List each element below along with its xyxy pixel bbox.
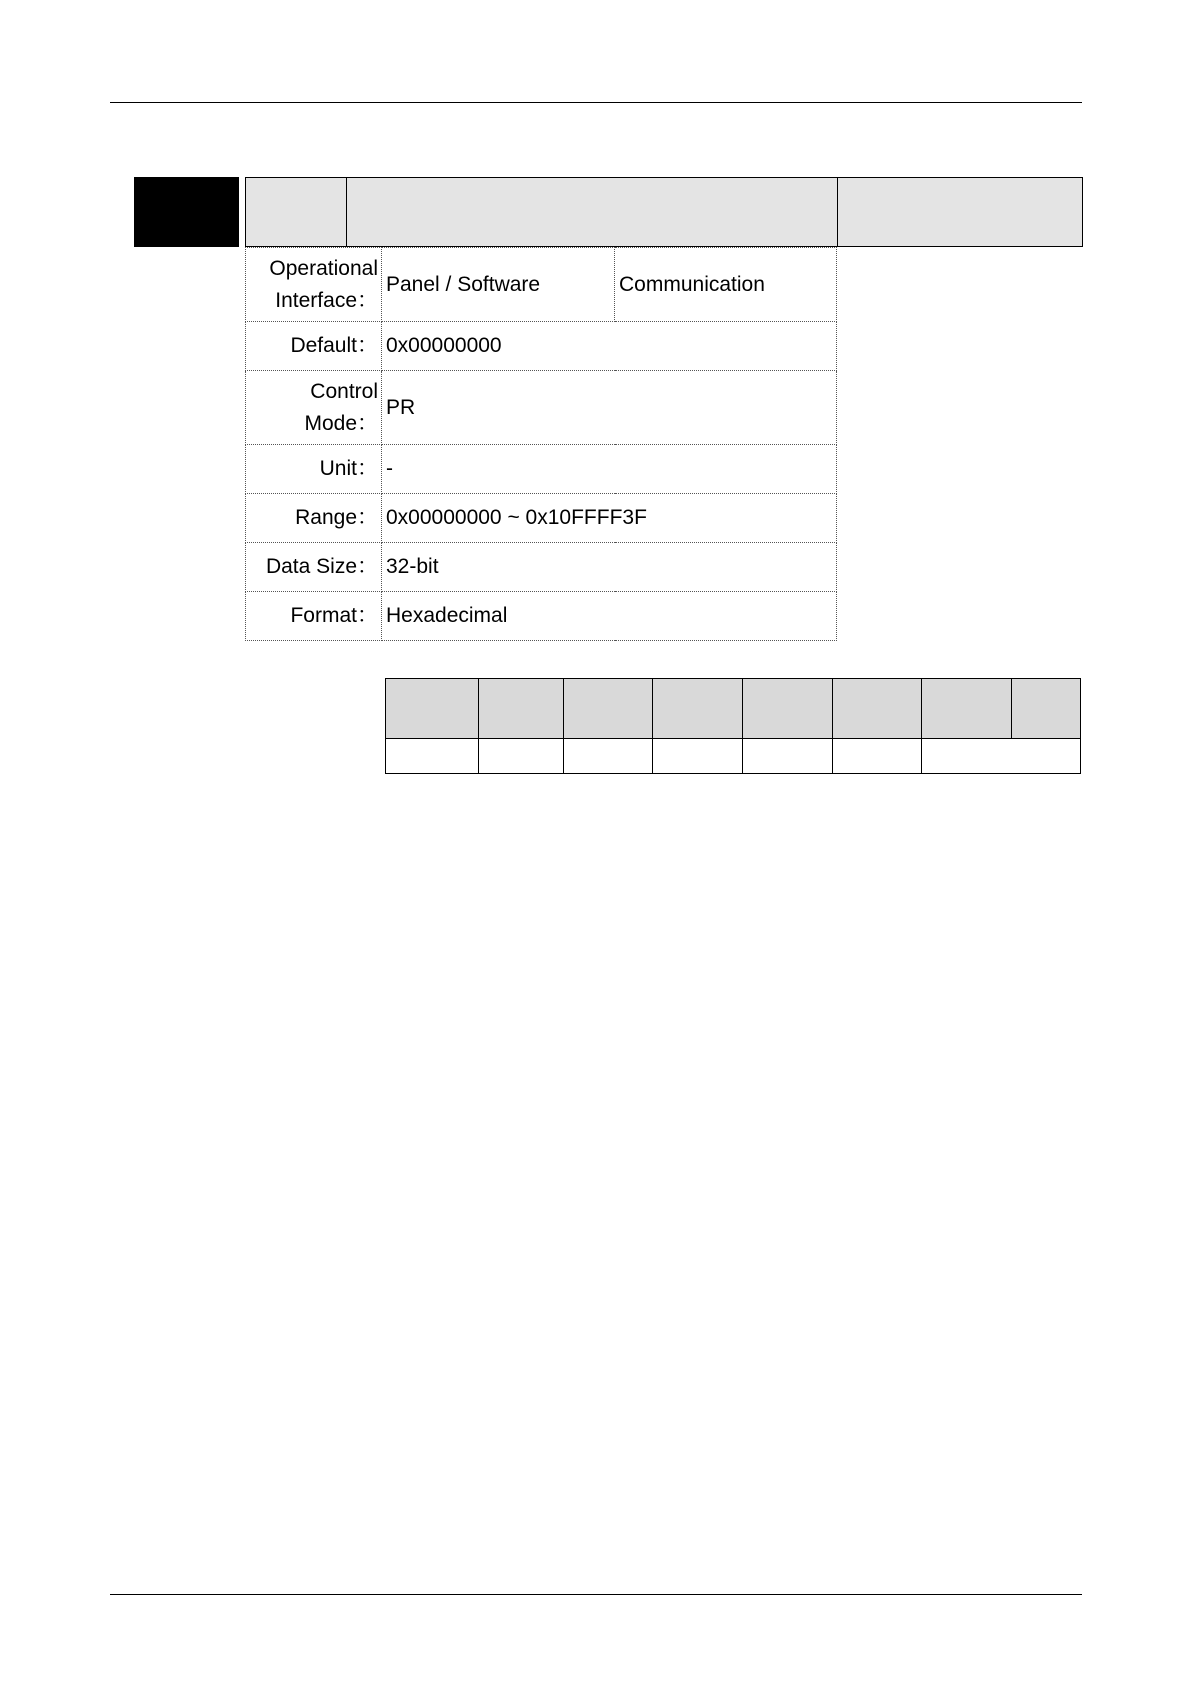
- label-line: Interface：: [275, 288, 378, 312]
- operational-interface-label: [246, 248, 382, 322]
- label-line: Mode：: [304, 411, 378, 435]
- table-cell: [564, 739, 653, 774]
- table-cell: [386, 679, 479, 739]
- unit-value: -: [382, 445, 837, 494]
- parameter-attributes-table: [245, 247, 837, 641]
- label-line: Control: [310, 379, 378, 403]
- control-mode-label: [246, 371, 382, 445]
- table-row: [246, 445, 837, 494]
- table-cell: [479, 679, 564, 739]
- table-row: [246, 543, 837, 592]
- table-cell: [386, 739, 479, 774]
- format-label: Format：: [246, 592, 382, 641]
- range-value: 0x00000000 ~ 0x10FFFF3F: [382, 494, 837, 543]
- table-row: [386, 739, 1081, 774]
- header-divider: [346, 178, 347, 246]
- data-size-label: Data Size：: [246, 543, 382, 592]
- table-cell: [743, 739, 833, 774]
- table-row: [246, 592, 837, 641]
- parameter-code-block: [134, 177, 239, 247]
- footer-rule: [110, 1594, 1082, 1595]
- table-row: [386, 679, 1081, 739]
- table-cell: [479, 739, 564, 774]
- table-cell: [564, 679, 653, 739]
- communication-value: Communication: [615, 248, 837, 322]
- table-row: [246, 371, 837, 445]
- control-mode-value: PR: [382, 371, 837, 445]
- table-cell: [922, 739, 1081, 774]
- parameter-header-box: [245, 177, 1083, 247]
- table-cell: [653, 679, 743, 739]
- table-row: [246, 248, 837, 322]
- default-value: 0x00000000: [382, 322, 837, 371]
- table-row: [246, 494, 837, 543]
- format-value: Hexadecimal: [382, 592, 837, 641]
- panel-software-value: Panel / Software: [382, 248, 615, 322]
- unit-label: Unit：: [246, 445, 382, 494]
- data-size-value: 32-bit: [382, 543, 837, 592]
- bit-layout-table: [385, 678, 1081, 774]
- table-cell: [743, 679, 833, 739]
- table-cell: [833, 739, 922, 774]
- table-cell: [1012, 679, 1081, 739]
- label-line: Operational: [269, 256, 378, 280]
- table-cell: [922, 679, 1012, 739]
- range-label: Range：: [246, 494, 382, 543]
- table-row: [246, 322, 837, 371]
- table-cell: [653, 739, 743, 774]
- default-label: Default：: [246, 322, 382, 371]
- table-cell: [833, 679, 922, 739]
- header-rule: [110, 102, 1082, 103]
- header-divider: [837, 178, 838, 246]
